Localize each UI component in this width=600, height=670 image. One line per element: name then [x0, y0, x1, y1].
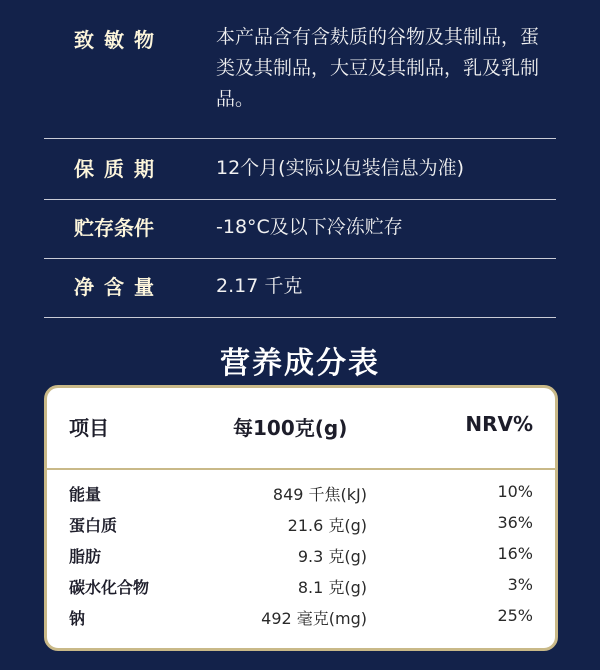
storage-value: -18°C及以下冷冻贮存	[216, 216, 403, 238]
nutrient-nrv: 25%	[497, 606, 533, 625]
shelf-life-value: 12个月(实际以包装信息为准)	[216, 157, 465, 179]
info-row-net-weight	[44, 259, 556, 318]
nutrition-row-carbohydrate	[47, 575, 555, 606]
header-per-100g: 每100克(g)	[233, 416, 348, 440]
net-weight-label: 净含量	[74, 275, 164, 299]
nutrient-name: 钠	[69, 609, 86, 628]
nutrition-header-row	[47, 388, 555, 470]
nutrient-name: 碳水化合物	[69, 578, 150, 597]
allergens-value: 本产品含有含麸质的谷物及其制品，蛋类及其制品，大豆及其制品，乳及乳制品。	[216, 26, 540, 110]
nutrition-row-fat	[47, 544, 555, 575]
nutrient-name: 蛋白质	[69, 516, 118, 535]
nutrient-nrv: 16%	[497, 544, 533, 563]
allergens-label: 致敏物	[74, 28, 164, 52]
header-nrv: NRV%	[465, 412, 533, 436]
nutrient-nrv: 10%	[497, 482, 533, 501]
product-info-table	[44, 0, 556, 318]
net-weight-value: 2.17 千克	[216, 275, 303, 297]
nutrition-title: 营养成分表	[220, 346, 380, 381]
nutrition-row-energy	[47, 482, 555, 513]
nutrient-name: 脂肪	[69, 547, 102, 566]
nutrition-row-sodium	[47, 606, 555, 637]
nutrition-table	[44, 385, 558, 651]
info-row-storage	[44, 200, 556, 259]
nutrient-nrv: 3%	[507, 575, 533, 594]
nutrient-amount: 849 千焦(kJ)	[272, 485, 367, 504]
nutrient-amount: 492 毫克(mg)	[261, 609, 367, 628]
nutrient-amount: 21.6 克(g)	[287, 516, 367, 535]
nutrient-name: 能量	[69, 485, 102, 504]
shelf-life-label: 保质期	[74, 157, 164, 181]
nutrient-amount: 9.3 克(g)	[297, 547, 367, 566]
info-row-shelf-life	[44, 139, 556, 200]
nutrient-nrv: 36%	[497, 513, 533, 532]
nutrient-amount: 8.1 克(g)	[297, 578, 367, 597]
storage-label: 贮存条件	[74, 216, 154, 240]
nutrition-row-protein	[47, 513, 555, 544]
header-item: 项目	[69, 416, 109, 440]
info-row-allergens	[44, 0, 556, 139]
